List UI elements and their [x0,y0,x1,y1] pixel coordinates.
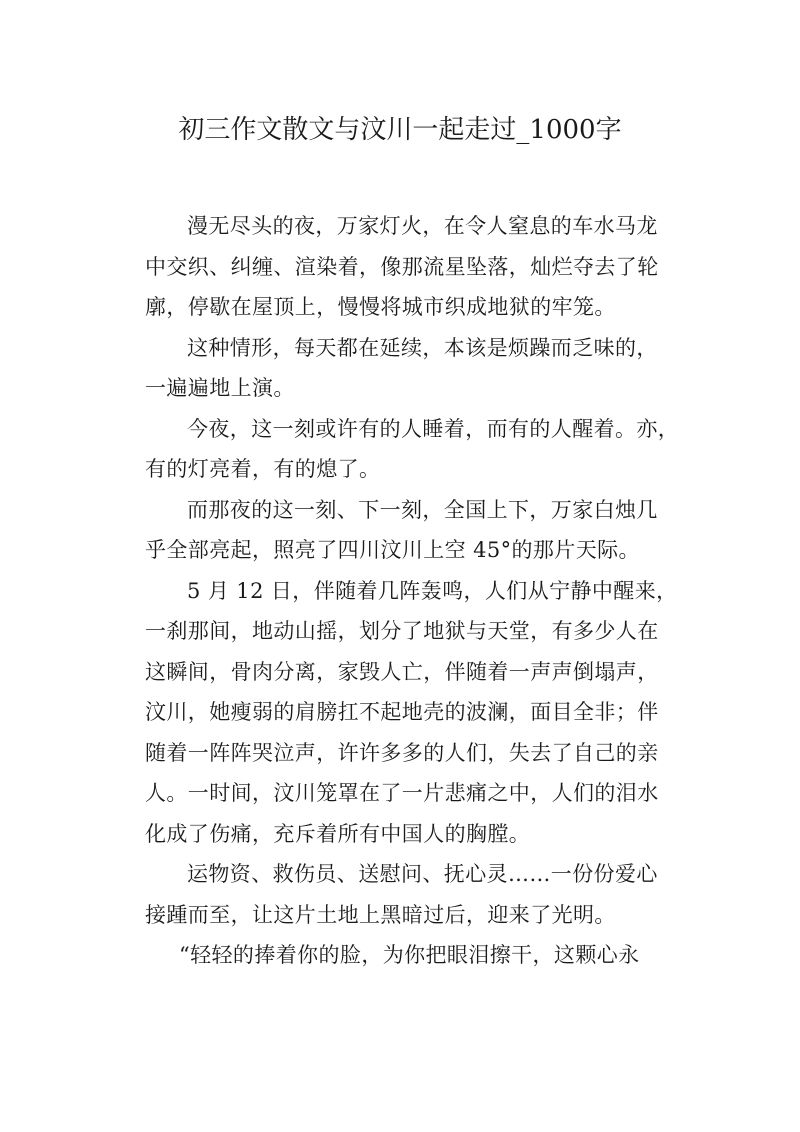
paragraph-7 [145,935,665,976]
paragraph-line: 接踵而至，让这片土地上黑暗过后，迎来了光明。 [145,902,616,927]
paragraph-line: 这种情形，每天都在延续，本该是烦躁而乏味的， [187,335,658,360]
paragraph-line: 一遍遍地上演。 [145,376,295,400]
paragraph-6 [145,854,665,935]
paragraph-line: 中交织、纠缠、渲染着，像那流星坠落，灿烂夺去了轮 [145,254,659,279]
paragraph-3 [145,409,680,490]
paragraph-line: 有的灯亮着，有的熄了。 [145,457,381,481]
paragraph-1 [145,206,665,328]
paragraph-5 [145,571,678,855]
paragraph-line: 今夜，这一刻或许有的人睡着，而有的人醒着。亦， [187,416,680,441]
paragraph-4 [145,490,665,571]
document-body [145,206,680,976]
paragraph-line: 漫无尽头的夜，万家灯火，在令人窒息的车水马龙 [187,214,658,238]
paragraph-line: 乎全部亮起，照亮了四川汶川上空 45°的那片天际。 [145,538,640,562]
paragraph-line: 而那夜的这一刻、下一刻，全国上下，万家白烛几 [187,497,658,522]
paragraph-line: 汶川，她瘦弱的肩膀扛不起地壳的波澜，面目全非；伴 [145,700,659,724]
paragraph-line: 人。一时间，汶川笼罩在了一片悲痛之中，人们的泪水 [145,781,659,805]
paragraph-line: 5 月 12 日，伴随着几阵轰鸣，人们从宁静中醒来， [187,578,678,603]
paragraph-line: 化成了伤痛，充斥着所有中国人的胸膛。 [145,821,531,846]
document-title: 初三作文散文与汶川一起走过_1000字 [178,115,622,145]
paragraph-line: 一刹那间，地动山摇，划分了地狱与天堂，有多少人在 [145,619,659,643]
paragraph-line: 随着一阵阵哭泣声，许许多多的人们，失去了自己的亲 [145,740,659,765]
paragraph-line: “轻轻的捧着你的脸，为你把眼泪擦干，这颗心永 [179,943,640,967]
paragraph-line: 运物资、救伤员、送慰问、抚心灵……一份份爱心 [187,862,658,886]
paragraph-line: 廓，停歇在屋顶上，慢慢将城市织成地狱的牢笼。 [145,295,616,319]
paragraph-line: 这瞬间，骨肉分离，家毁人亡，伴随着一声声倒塌声， [145,659,659,684]
paragraph-2 [145,328,665,409]
